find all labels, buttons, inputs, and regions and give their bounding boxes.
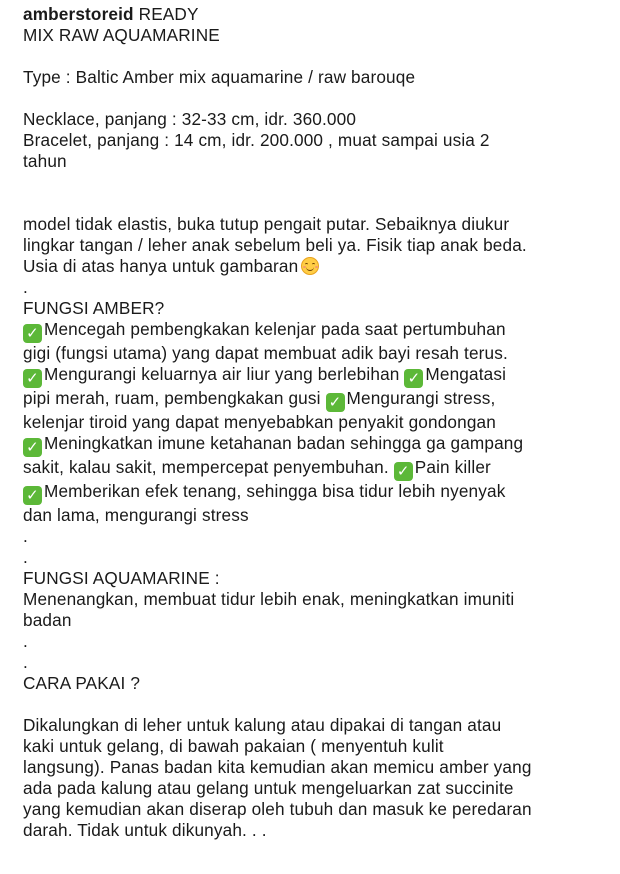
aquamarine-line: badan	[23, 610, 72, 630]
blank-line	[23, 88, 608, 109]
dot-separator: .	[23, 277, 28, 297]
amber-line: gigi (fungsi utama) yang dapat membuat adik bayi resah terus.	[23, 343, 508, 363]
dot-separator: .	[23, 631, 28, 651]
aquamarine-heading: FUNGSI AQUAMARINE :	[23, 568, 220, 588]
check-mark-icon: ✓	[394, 462, 413, 481]
model-line-last	[23, 256, 608, 277]
amber-line	[23, 364, 608, 388]
check-mark-icon: ✓	[23, 438, 42, 457]
check-mark-icon: ✓	[23, 369, 42, 388]
usage-line: ada pada kalung atau gelang untuk mengeluarkan zat succinite	[23, 778, 514, 798]
check-mark-icon: ✓	[23, 324, 42, 343]
amber-line: kelenjar tiroid yang dapat menyebabkan penyakit gondongan	[23, 412, 496, 432]
amber-text: Memberikan efek tenang, sehingga bisa tidur lebih nyenyak	[44, 481, 506, 501]
amber-text: Mencegah pembengkakan kelenjar pada saat pertumbuhan	[44, 319, 506, 339]
post-caption	[23, 4, 608, 841]
model-line: lingkar tangan / leher anak sebelum beli ya. Fisik tiap anak beda.	[23, 235, 527, 255]
usage-line: kaki untuk gelang, di bawah pakaian ( menyentuh kulit	[23, 736, 444, 756]
model-line: model tidak elastis, buka tutup pengait putar. Sebaiknya diukur	[23, 214, 510, 234]
check-mark-icon: ✓	[326, 393, 345, 412]
dot-separator: .	[23, 652, 28, 672]
amber-text: Mengatasi	[425, 364, 507, 384]
check-mark-icon: ✓	[23, 486, 42, 505]
blank-line	[23, 46, 608, 67]
blank-line	[23, 694, 608, 715]
amber-line	[23, 433, 608, 457]
smiling-face-icon	[301, 257, 319, 275]
caption-title-line	[23, 4, 608, 25]
amber-text: Pain killer	[414, 457, 491, 477]
usage-line: yang kemudian akan diserap oleh tubuh dan masuk ke peredaran	[23, 799, 532, 819]
dot-separator: .	[23, 526, 28, 546]
amber-line	[23, 481, 608, 505]
dot-separator: .	[23, 547, 28, 567]
amber-text: pipi merah, ruam, pembengkakan gusi	[23, 388, 326, 408]
username-link[interactable]: amberstoreid	[23, 4, 134, 24]
bracelet-line-cont: tahun	[23, 151, 67, 171]
type-line: Type : Baltic Amber mix aquamarine / raw barouqe	[23, 67, 416, 87]
blank-line	[23, 193, 608, 214]
amber-line: dan lama, mengurangi stress	[23, 505, 249, 525]
amber-text: Mengurangi keluarnya air liur yang berlebihan	[44, 364, 405, 384]
amber-line	[23, 457, 608, 481]
amber-line	[23, 388, 608, 412]
model-line-text: Usia di atas hanya untuk gambaran	[23, 256, 299, 276]
usage-line: Dikalungkan di leher untuk kalung atau dipakai di tangan atau	[23, 715, 502, 735]
check-mark-icon: ✓	[404, 369, 423, 388]
amber-text: Mengurangi stress,	[346, 388, 496, 408]
necklace-line: Necklace, panjang : 32-33 cm, idr. 360.000	[23, 109, 357, 129]
bracelet-line: Bracelet, panjang : 14 cm, idr. 200.000 , muat sampai usia 2	[23, 130, 490, 150]
caption-title-line-2: MIX RAW AQUAMARINE	[23, 25, 220, 45]
blank-line	[23, 172, 608, 193]
aquamarine-line: Menenangkan, membuat tidur lebih enak, meningkatkan imuniti	[23, 589, 515, 609]
amber-line	[23, 319, 608, 343]
usage-heading: CARA PAKAI ?	[23, 673, 141, 693]
usage-line: darah. Tidak untuk dikunyah. . .	[23, 820, 267, 840]
amber-text: Meningkatkan imune ketahanan badan sehingga ga gampang	[44, 433, 524, 453]
amber-text: sakit, kalau sakit, mempercepat penyembuhan.	[23, 457, 394, 477]
caption-title-status: READY	[133, 4, 199, 24]
amber-heading: FUNGSI AMBER?	[23, 298, 165, 318]
usage-line: langsung). Panas badan kita kemudian akan memicu amber yang	[23, 757, 532, 777]
